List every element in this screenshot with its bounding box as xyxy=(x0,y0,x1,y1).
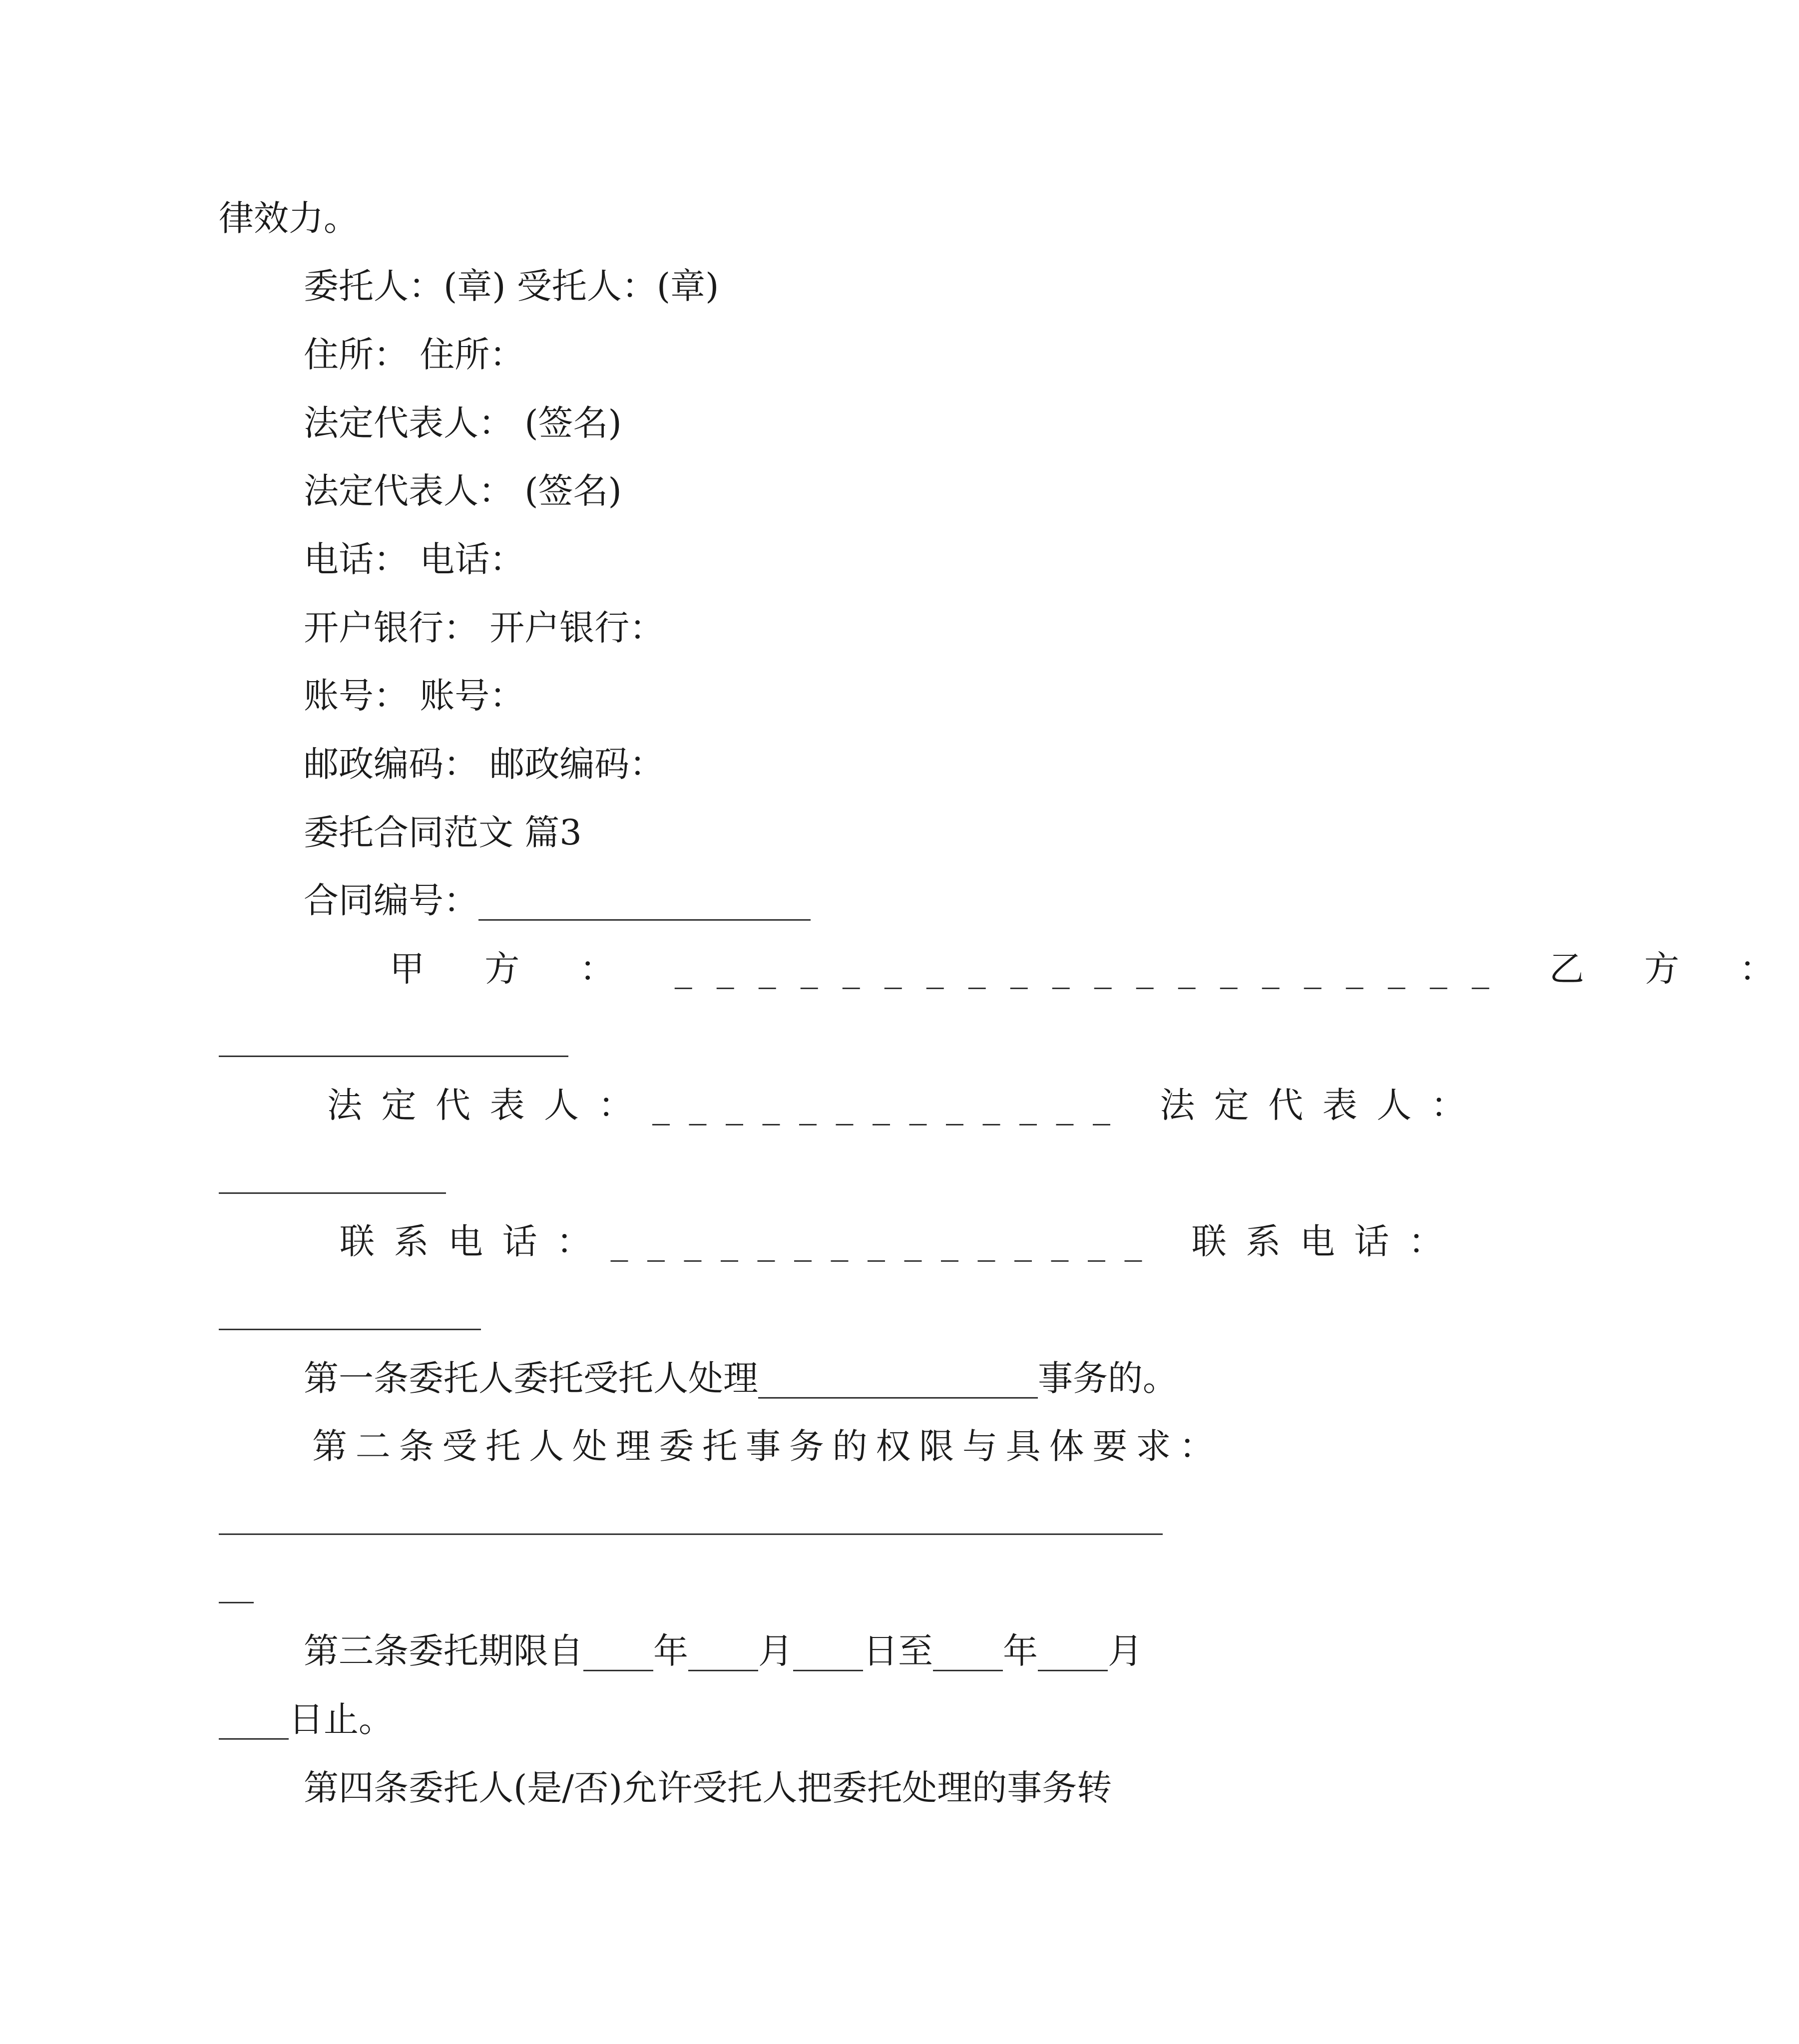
party-a-b-line: 甲 方 ： ____________________ 乙 方 ： xyxy=(390,948,1799,989)
contact-phone-blank: _______________ xyxy=(219,1289,481,1330)
article-3-end: ____日止。 xyxy=(219,1699,394,1740)
text-line-2: 委托人：(章) 受托人：(章) xyxy=(304,266,719,307)
text-line-6: 电话： 电话： xyxy=(304,539,525,580)
legal-representative-blank: _____________ xyxy=(219,1153,446,1194)
text-line-9: 邮政编码： 邮政编码： xyxy=(304,744,665,785)
text-line-7: 开户银行： 开户银行： xyxy=(304,607,665,648)
section-heading: 委托合同范文 篇3 xyxy=(304,812,582,853)
article-1: 第一条委托人委托受托人处理________________事务的。 xyxy=(304,1358,1178,1399)
text-line-1: 律效力。 xyxy=(219,198,359,239)
legal-representative-line: 法定代表人：_____________ 法定代表人： xyxy=(327,1085,1485,1126)
article-2-blank-1: ______________________________________________________ xyxy=(219,1494,1163,1535)
article-2: 第二条受托人处理委托事务的权限与具体要求： xyxy=(312,1426,1223,1467)
text-line-5: 法定代表人： (签名) xyxy=(304,470,622,511)
article-2-blank-2: __ xyxy=(219,1563,254,1604)
article-3: 第三条委托期限自____年____月____日至____年____月 xyxy=(304,1631,1143,1671)
contact-phone-line: 联系电话：_______________ 联系电话： xyxy=(340,1221,1463,1262)
text-line-3: 住所： 住所： xyxy=(304,334,525,375)
article-4: 第四条委托人(是/否)允许受托人把委托处理的事务转 xyxy=(304,1767,1112,1808)
contract-number-line: 合同编号：___________________ xyxy=(304,880,811,921)
text-line-4: 法定代表人： (签名) xyxy=(304,403,622,443)
party-b-blank: ____________________ xyxy=(219,1016,568,1057)
text-line-8: 账号： 账号： xyxy=(304,675,525,716)
